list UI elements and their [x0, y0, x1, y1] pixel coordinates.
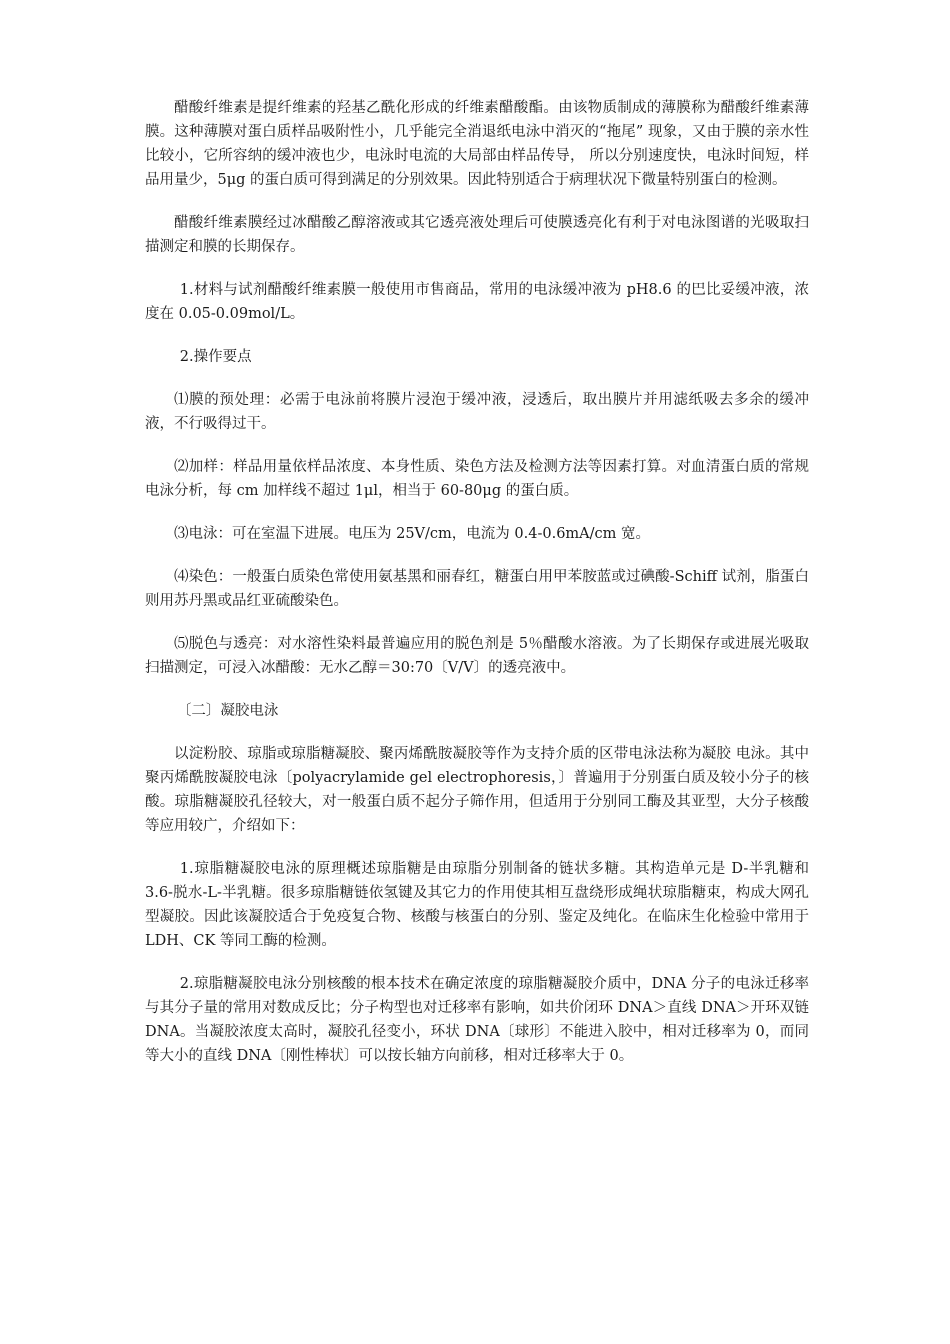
paragraph-cellulose-acetate-intro: 醋酸纤维素是提纤维素的羟基乙酰化形成的纤维素醋酸酯。由该物质制成的薄膜称为醋酸纤维素薄膜。这种薄膜对蛋白质样品吸附性小，几乎能完全消退纸电泳中消灭的“拖尾” 现象，又由于膜的亲水性比较小，它所容纳的缓冲液也少，电泳时电流的大局部由样品传导， 所以分别速度快，电泳时间短，样品用量少，5μg 的蛋白质可得到满足的分别效果。因此特别适合于病理状况下微量特别蛋白的检测。 [145, 100, 809, 188]
paragraph-staining: ⑷染色：一般蛋白质染色常使用氨基黑和丽春红，糖蛋白用甲苯胺蓝或过碘酸-Schiff 试剂，脂蛋白则用苏丹黑或品红亚硫酸染色。 [145, 569, 809, 609]
paragraph-agarose-principle: 1.琼脂糖凝胶电泳的原理概述琼脂糖是由琼脂分别制备的链状多糖。其构造单元是 D-半乳糖和 3.6-脱水-L-半乳糖。很多琼脂糖链依氢键及其它力的作用使其相互盘绕形成绳状琼脂糖束，构成大网孔型凝胶。因此该凝胶适合于免疫复合物、核酸与核蛋白的分别、鉴定及纯化。在临床生化检验中常用于 LDH、CK 等同工酶的检测。 [145, 861, 809, 949]
paragraph-materials-reagents: 1.材料与试剂醋酸纤维素膜一般使用市售商品，常用的电泳缓冲液为 pH8.6 的巴比妥缓冲液，浓度在 0.05-0.09mol/L。 [145, 282, 809, 322]
paragraph-membrane-transparency: 醋酸纤维素膜经过冰醋酸乙醇溶液或其它透亮液处理后可使膜透亮化有利于对电泳图谱的光吸取扫描测定和膜的长期保存。 [145, 215, 809, 255]
heading-operation-points: 2.操作要点 [179, 349, 252, 365]
paragraph-agarose-nucleic-acid: 2.琼脂糖凝胶电泳分别核酸的根本技术在确定浓度的琼脂糖凝胶介质中，DNA 分子的电泳迁移率与其分子量的常用对数成反比；分子构型也对迁移率有影响，如共价闭环 DNA＞直线 DNA＞开环双链 DNA。当凝胶浓度太高时，凝胶孔径变小，环状 DNA〔球形〕不能进入胶中，相对迁移率为 0，而同等大小的直线 DNA〔刚性棒状〕可以按长轴方向前移，相对迁移率大于 0。 [145, 976, 809, 1064]
paragraph-membrane-pretreatment: ⑴膜的预处理：必需于电泳前将膜片浸泡于缓冲液，浸透后，取出膜片并用滤纸吸去多余的缓冲液，不行吸得过干。 [145, 392, 809, 432]
paragraph-electrophoresis: ⑶电泳：可在室温下进展。电压为 25V/cm，电流为 0.4-0.6mA/cm 宽。 [174, 526, 650, 542]
heading-gel-electrophoresis: 〔二〕凝胶电泳 [176, 703, 279, 719]
document-page [145, 96, 809, 1087]
paragraph-sample-loading: ⑵加样：样品用量依样品浓度、本身性质、染色方法及检测方法等因素打算。对血清蛋白质的常规电泳分析，每 cm 加样线不超过 1μl，相当于 60-80μg 的蛋白质。 [145, 459, 809, 499]
paragraph-gel-electrophoresis-intro: 以淀粉胶、琼脂或琼脂糖凝胶、聚丙烯酰胺凝胶等作为支持介质的区带电泳法称为凝胶 电泳。其中聚丙烯酰胺凝胶电泳〔polyacrylamide gel electrophoresis，〕普遍用于分别蛋白质及较小分子的核酸。琼脂糖凝胶孔径较大，对一般蛋白质不起分子筛作用，但适用于分别同工酶及其亚型，大分子核酸等应用较广，介绍如下： [145, 746, 809, 834]
paragraph-destaining: ⑸脱色与透亮：对水溶性染料最普遍应用的脱色剂是 5％醋酸水溶液。为了长期保存或进展光吸取扫描测定，可浸入冰醋酸：无水乙醇＝30:70〔V/V〕的透亮液中。 [145, 636, 809, 676]
